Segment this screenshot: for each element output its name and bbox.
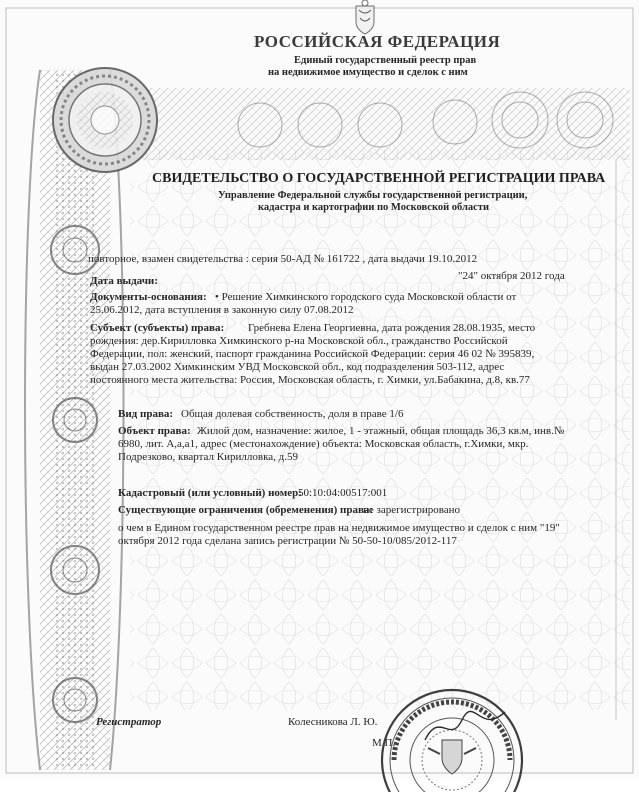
issuer-line2: кадастра и картографии по Московской области — [258, 202, 490, 213]
right-type-value: Общая долевая собственность, доля в праве 1/6 — [181, 408, 404, 420]
subject-line5: постоянного места жительства: Россия, Московская область, г. Химки, ул.Бабакина, д.8, кв.77 — [90, 374, 530, 386]
certificate-title: СВИДЕТЕЛЬСТВО О ГОСУДАРСТВЕННОЙ РЕГИСТРАЦИИ ПРАВА — [152, 171, 606, 186]
cadastral-value: 50:10:04:00517:001 — [298, 487, 388, 499]
subject-line3: Федерации, пол: женский, паспорт гражданина Российской Федерации: серия 46 02 № 395839, — [90, 348, 535, 360]
object-label: Объект права: — [118, 425, 191, 437]
reissue-note: повторное, взамен свидетельства : серия 50-АД № 161722 , дата выдачи 19.10.2012 — [88, 253, 478, 265]
record-line2: октября 2012 года сделана запись регистрации № 50-50-10/085/2012-117 — [118, 535, 457, 547]
documents-line1: • Решение Химкинского городского суда Московской области от — [215, 291, 517, 303]
registry-name-line2: на недвижимое имущество и сделок с ним — [268, 67, 468, 78]
subject-line2: рождения: дер.Кирилловка Химкинского р-на Московской обл., гражданство Российской — [90, 335, 508, 347]
registrar-label: Регистратор — [96, 716, 162, 728]
object-line2: 6980, лит. А,а,а1, адрес (местонахождение) объекта: Московская область, г.Химки, мкр. — [118, 438, 529, 450]
object-line3: Подрезково, квартал Кирилловка, д.59 — [118, 451, 298, 463]
registry-name-line1: Единый государственный реестр прав — [294, 55, 477, 66]
record-line1: о чем в Едином государственном реестре прав на недвижимое имущество и сделок с ним "19" — [118, 522, 560, 534]
country-heading: РОССИЙСКАЯ ФЕДЕРАЦИЯ — [254, 32, 501, 51]
documents-label: Документы-основания: — [90, 291, 207, 303]
restrictions-label: Существующие ограничения (обременения) права: — [118, 504, 374, 516]
right-type-label: Вид права: — [118, 408, 174, 420]
subject-line1: Гребнева Елена Георгиевна, дата рождения 28.08.1935, место — [248, 322, 536, 334]
issue-date-label: Дата выдачи: — [90, 275, 158, 287]
issue-date-value: "24" октября 2012 года — [458, 270, 565, 282]
registrar-signature — [420, 700, 510, 750]
stamp-mark: М.П. — [372, 737, 396, 749]
cadastral-label: Кадастровый (или условный) номер: — [118, 487, 302, 499]
documents-line2: 25.06.2012, дата вступления в законную силу 07.08.2012 — [90, 304, 354, 316]
registrar-name: Колесникова Л. Ю. — [288, 716, 378, 728]
subject-line4: выдан 27.03.2002 Химкинским УВД Московской обл., код подразделения 503-112, адрес — [90, 361, 505, 373]
object-line1: Жилой дом, назначение: жилое, 1 - этажный, общая площадь 36,3 кв.м, инв.№ — [197, 425, 565, 437]
issuer-line1: Управление Федеральной службы государственной регистрации, — [218, 190, 528, 201]
restrictions-value: не зарегистрировано — [363, 504, 461, 516]
subject-label: Субъект (субъекты) права: — [90, 322, 225, 334]
